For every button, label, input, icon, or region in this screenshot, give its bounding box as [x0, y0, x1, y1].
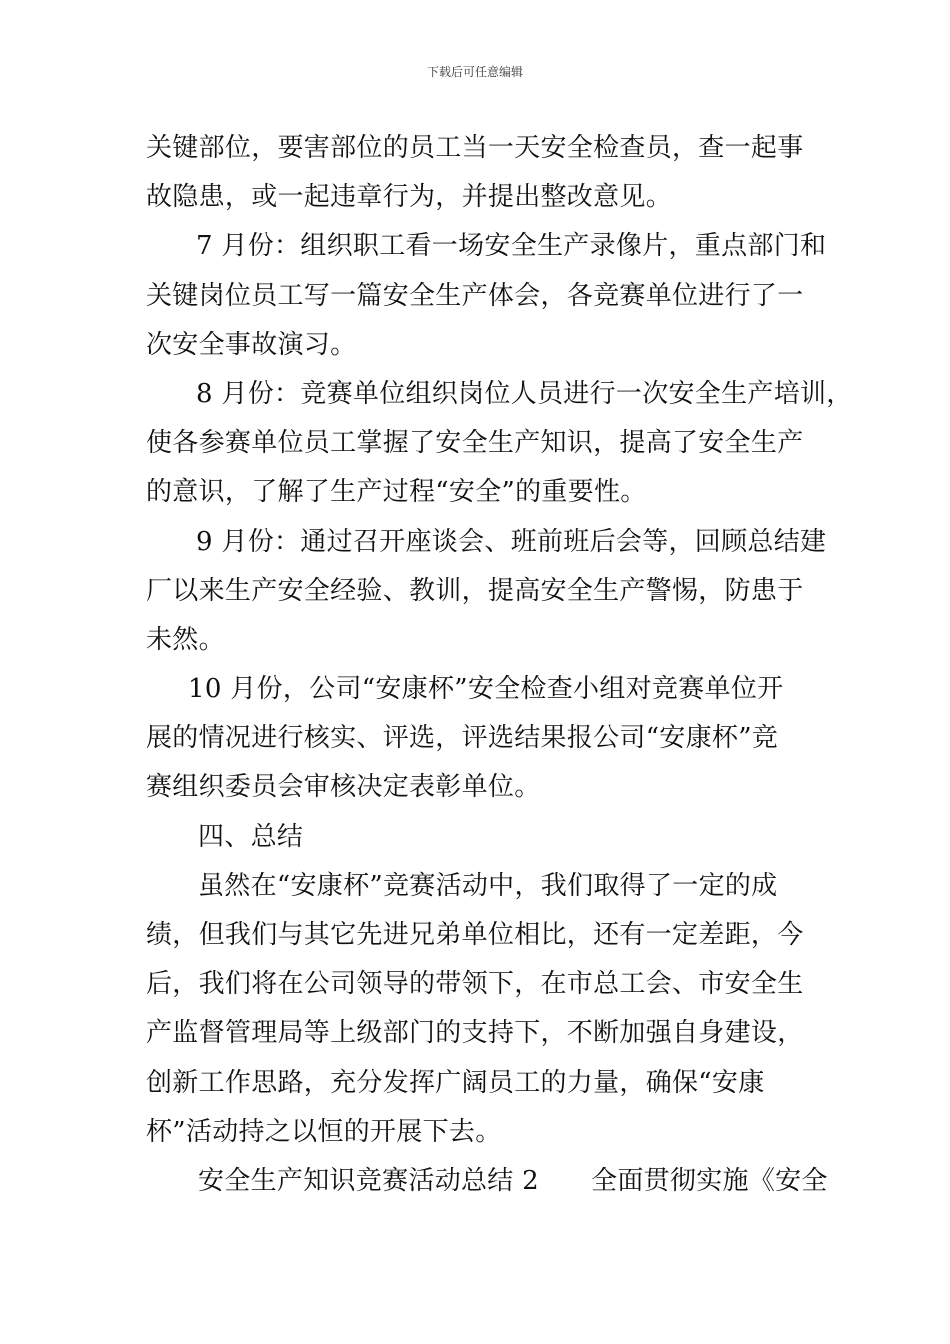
article-opening: 全面贯彻实施《安全 — [591, 1165, 828, 1196]
section-heading: 四、总结 — [198, 821, 304, 852]
text-line: 创新工作思路，充分发挥广阔员工的力量，确保“安康 — [146, 1067, 765, 1098]
text-line: 杯”活动持之以恒的开展下去。 — [146, 1116, 502, 1147]
text-line: 7 月份：组织职工看一场安全生产录像片，重点部门和 — [196, 231, 827, 262]
text-line: 使各参赛单位员工掌握了安全生产知识，提高了安全生产 — [146, 428, 804, 459]
text-line: 的意识，了解了生产过程“安全”的重要性。 — [146, 477, 647, 508]
text-line: 未然。 — [146, 624, 225, 655]
text-line: 9 月份：通过召开座谈会、班前班后会等，回顾总结建 — [196, 526, 827, 557]
document-body — [146, 124, 853, 1206]
page-header-note: 下载后可任意编辑 — [426, 65, 523, 79]
text-line: 故隐患，或一起违章行为，并提出整改意见。 — [146, 182, 673, 213]
article-title: 安全生产知识竞赛活动总结 2 — [198, 1165, 540, 1196]
text-line: 8 月份：竞赛单位组织岗位人员进行一次安全生产培训， — [196, 378, 853, 409]
text-line: 关键部位，要害部位的员工当一天安全检查员，查一起事 — [146, 133, 804, 163]
text-line: 产监督管理局等上级部门的支持下，不断加强自身建设， — [146, 1018, 804, 1049]
text-line: 后，我们将在公司领导的带领下，在市总工会、市安全生 — [146, 969, 804, 1000]
text-line: 虽然在“安康杯”竞赛活动中，我们取得了一定的成 — [198, 870, 778, 901]
text-line: 10 月份，公司“安康杯”安全检查小组对竞赛单位开 — [188, 674, 784, 705]
text-line: 关键岗位员工写一篇安全生产体会，各竞赛单位进行了一 — [146, 280, 804, 311]
text-line: 赛组织委员会审核决定表彰单位。 — [146, 772, 541, 803]
text-line: 次安全事故演习。 — [146, 329, 357, 360]
text-line: 厂以来生产安全经验、教训，提高安全生产警惕，防患于 — [146, 575, 804, 606]
text-line: 绩，但我们与其它先进兄弟单位相比，还有一定差距，今 — [146, 920, 804, 950]
text-line: 展的情况进行核实、评选，评选结果报公司“安康杯”竞 — [146, 723, 779, 754]
text-line-title-row — [146, 1157, 828, 1206]
